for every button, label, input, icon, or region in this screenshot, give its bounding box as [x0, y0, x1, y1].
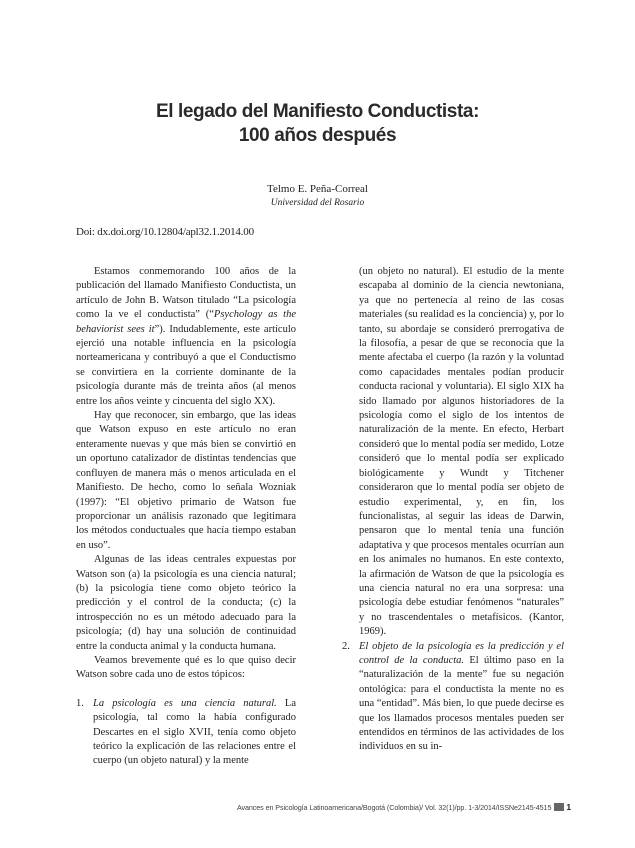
list-item-2: 2. El objeto de la psicología es la predicción y el control de la conducta. El último paso en la “naturalización de la mente” fue su negación ontológica: para el conductista la mente no es una “entidad”. Más bien, lo que puede decirse es que los llamados procesos mentales pueden ser entendidos en términos de las actividades de los individuos en su in- — [342, 640, 564, 755]
paragraph-3: Algunas de las ideas centrales expuestas por Watson son (a) la psicología es una ciencia natural; (b) la psicología tiene como objeto teórico la predicción y el control de la conducta; (c) la introspección no es un método adecuado para la psicología; (d) hay una solución de continuidad entre la conducta animal y la conducta humana. — [76, 554, 296, 652]
paragraph-2: Hay que reconocer, sin embargo, que las ideas que Watson expuso en este artículo no eran enteramente nuevas y que más bien se convirtió en un oportuno catalizador de distintas tendencias que confluyen de manera más o menos articulada en el Manifiesto. De hecho, como lo señala Wozniak (1997): “El objetivo primario de Watson fue proporcionar un análisis razonado que legitimara los métodos conductuales que hacía tiempo estaban en uso”. — [76, 410, 296, 551]
author-name: Telmo E. Peña-Correal — [267, 183, 368, 195]
title-line-1: El legado del Manifiesto Conductista: — [155, 101, 479, 122]
author-affiliation: Universidad del Rosario — [270, 198, 365, 208]
title-line-2: 100 años después — [238, 125, 397, 146]
list-item-heading: La psicología es una ciencia natural. — [93, 697, 277, 709]
list-number: 2. — [342, 640, 350, 652]
doi-line[interactable]: Doi: dx.doi.org/10.12804/apl32.1.2014.00 — [76, 226, 254, 238]
journal-citation: Avances en Psicología Latinoamericana/Bogotá (Colombia)/ Vol. 32(1)/pp. 1-3/2014/ISSNe2145-4515 — [236, 803, 552, 812]
left-column — [76, 265, 296, 769]
page-footer — [237, 802, 571, 812]
paragraph-1: Estamos conmemorando 100 años de la publicación del llamado Manifiesto Conductista, un artículo de John B. Watson titulado “La psicología como la ve el conductista” (“Psychology as the behaviorist sees it”). Indudablemente, este artículo ejerció una notable influencia en la psicología norteamericana y contribuyó a que el Conductismo se convirtiera en la corriente dominante de la psicología durante más de treinta años (al menos entre los años veinte y cincuenta del siglo XX). — [76, 266, 297, 407]
list-item-1: 1. La psicología es una ciencia natural. La psicología, tal como la había configurado Descartes en el siglo XVII, tenía como objeto teórico la explicación de las relaciones entre el cuerpo (un objeto natural) y la mente — [76, 697, 296, 769]
cited-title: Psychology as the behaviorist sees it — [76, 309, 297, 335]
list-item-heading: El objeto de la psicología es la predicción y el control de la conducta. — [359, 640, 564, 666]
article-title — [0, 100, 635, 148]
right-column — [342, 265, 564, 755]
paragraph-continued: (un objeto no natural). El estudio de la mente escapaba al dominio de la ciencia newtoniana, ya que no pertenecía al reino de las cosas materiales (su realidad es la conciencia) y, por lo tanto, su abordaje se consideró prerrogativa de la filosofía, a pesar de que se reconocía que la mente afectaba el cuerpo (la razón y la voluntad como capacidades mentales podían producir conducta racional y voluntaria). El siglo XIX ha sido llamado por algunos historiadores de la psicología como el siglo de los intentos de naturalización de la mente. En efecto, Herbart consideró que lo mental podía ser medido, Lotze consideró que lo mental podía ser explicado biológicamente y Wundt y Titchener consideraron que lo mental podía ser objeto de estudio experimental, y, en fin, los funcionalistas, al seguir las ideas de Darwin, pensaron que lo mental tenía una función adaptativa y que procesos mentales ocurrían aun en los animales no humanos. En este contexto, la afirmación de Watson de que la psicología es una ciencia natural no era una sorpresa: una psicología debe estudiar fenómenos “naturales” y no trascendentales o metafísicos. (Kantor, 1969). — [359, 266, 564, 638]
footer-bar — [554, 803, 564, 811]
list-number: 1. — [76, 697, 84, 709]
page-number: 1 — [566, 802, 571, 812]
paragraph-4: Veamos brevemente qué es lo que quiso decir Watson sobre cada uno de estos tópicos: — [76, 654, 296, 681]
